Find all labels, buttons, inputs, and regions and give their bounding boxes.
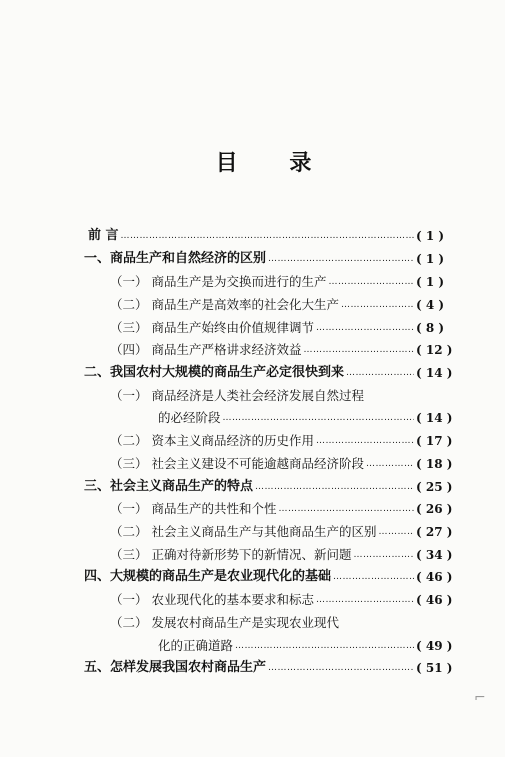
dot-leader: [328, 272, 414, 292]
scan-mark: ⌐: [474, 690, 486, 706]
toc-page-number: ( 14 ): [416, 366, 453, 380]
dot-leader: [353, 545, 414, 565]
toc-entry-label: （一） 商品经济是人类社会经济发展自然过程: [110, 388, 364, 403]
toc-entry-section-4-2-cont[interactable]: [158, 636, 460, 656]
toc-page-number: ( 34 ): [416, 548, 453, 562]
toc-page-number: ( 4 ): [416, 298, 445, 312]
toc-page-number: ( 51 ): [416, 661, 453, 675]
dot-leader: [366, 454, 414, 474]
toc-entry-section-1-1[interactable]: [110, 272, 460, 292]
dot-leader: [346, 363, 414, 383]
toc-entry-section-1-2[interactable]: [110, 295, 460, 315]
toc-entry-chapter-5[interactable]: [84, 658, 460, 678]
toc-entry-label: 五、怎样发展我国农村商品生产: [84, 660, 267, 675]
toc-entry-chapter-4[interactable]: [84, 567, 460, 587]
toc-entry-label: （三） 正确对待新形势下的新情况、新问题: [110, 547, 352, 562]
dot-leader: [316, 431, 414, 451]
toc-page-number: ( 18 ): [416, 457, 453, 471]
toc-entry-label: 前 言: [88, 228, 119, 243]
toc-entry-label: （二） 发展农村商品生产是实现农业现代: [110, 615, 339, 630]
toc-entry-label: （二） 商品生产是高效率的社会化大生产: [110, 297, 339, 312]
toc-page-number: ( 8 ): [416, 321, 445, 335]
dot-leader: [255, 477, 414, 497]
toc-entry-section-4-2[interactable]: [110, 613, 460, 633]
toc-entry-label: （一） 商品生产的共性和个性: [110, 501, 277, 516]
dot-leader: [316, 318, 414, 338]
toc-entry-preface[interactable]: [88, 226, 460, 246]
dot-leader: [268, 249, 414, 269]
toc-entry-section-2-2[interactable]: [110, 431, 460, 451]
toc-entry-section-2-3[interactable]: [110, 454, 460, 474]
toc-entry-label: 二、我国农村大规模的商品生产必定很快到来: [84, 365, 345, 380]
dot-leader: [316, 590, 414, 610]
toc-entry-section-3-1[interactable]: [110, 499, 460, 519]
dot-leader: [341, 295, 414, 315]
toc-entry-section-3-3[interactable]: [110, 545, 460, 565]
dot-leader: [378, 522, 414, 542]
toc-entry-chapter-1[interactable]: [84, 249, 460, 269]
toc-page-number: ( 1 ): [416, 275, 445, 289]
toc-entry-label: 化的正确道路: [158, 638, 234, 653]
toc-entry-label: 三、社会主义商品生产的特点: [84, 479, 254, 494]
toc-entry-label: 四、大规模的商品生产是农业现代化的基础: [84, 569, 332, 584]
page-title: 目 录: [215, 151, 334, 176]
toc-page-number: ( 1 ): [416, 229, 445, 243]
toc-page-number: ( 1 ): [416, 252, 445, 266]
toc-entry-label: （一） 农业现代化的基本要求和标志: [110, 592, 314, 607]
toc-entry-label: （三） 社会主义建设不可能逾越商品经济阶段: [110, 456, 364, 471]
dot-leader: [333, 567, 414, 587]
toc-page-number: ( 46 ): [416, 570, 453, 584]
dot-leader: [235, 636, 414, 656]
toc-page-number: ( 49 ): [416, 639, 453, 653]
toc-entry-label: （一） 商品生产是为交换而进行的生产: [110, 274, 327, 289]
toc-entry-chapter-3[interactable]: [84, 477, 460, 497]
dot-leader: [278, 499, 414, 519]
dot-leader: [121, 226, 414, 246]
toc-entry-section-2-1-cont[interactable]: [158, 408, 460, 428]
toc-entry-section-4-1[interactable]: [110, 590, 460, 610]
toc-entry-section-1-3[interactable]: [110, 318, 460, 338]
toc-page-number: ( 12 ): [416, 343, 453, 357]
toc-entry-chapter-2[interactable]: [84, 363, 460, 383]
toc-entry-label: （二） 资本主义商品经济的历史作用: [110, 433, 314, 448]
toc-entry-label: 的必经阶段: [158, 410, 221, 425]
toc-page-number: ( 17 ): [416, 434, 453, 448]
toc-entry-section-2-1[interactable]: [110, 386, 460, 406]
toc-page-number: ( 14 ): [416, 411, 453, 425]
dot-leader: [223, 408, 414, 428]
toc-entry-section-1-4[interactable]: [110, 340, 460, 360]
toc-page-number: ( 27 ): [416, 525, 453, 539]
dot-leader: [303, 340, 414, 360]
dot-leader: [268, 658, 414, 678]
toc-entry-label: （三） 商品生产始终由价值规律调节: [110, 320, 314, 335]
toc-entry-label: （二） 社会主义商品生产与其他商品生产的区别: [110, 524, 377, 539]
toc-page-number: ( 46 ): [416, 593, 453, 607]
toc-page-number: ( 26 ): [416, 502, 453, 516]
toc-entry-label: 一、商品生产和自然经济的区别: [84, 251, 267, 266]
toc-page-number: ( 25 ): [416, 480, 453, 494]
toc-entry-section-3-2[interactable]: [110, 522, 460, 542]
toc-entry-label: （四） 商品生产严格讲求经济效益: [110, 342, 302, 357]
